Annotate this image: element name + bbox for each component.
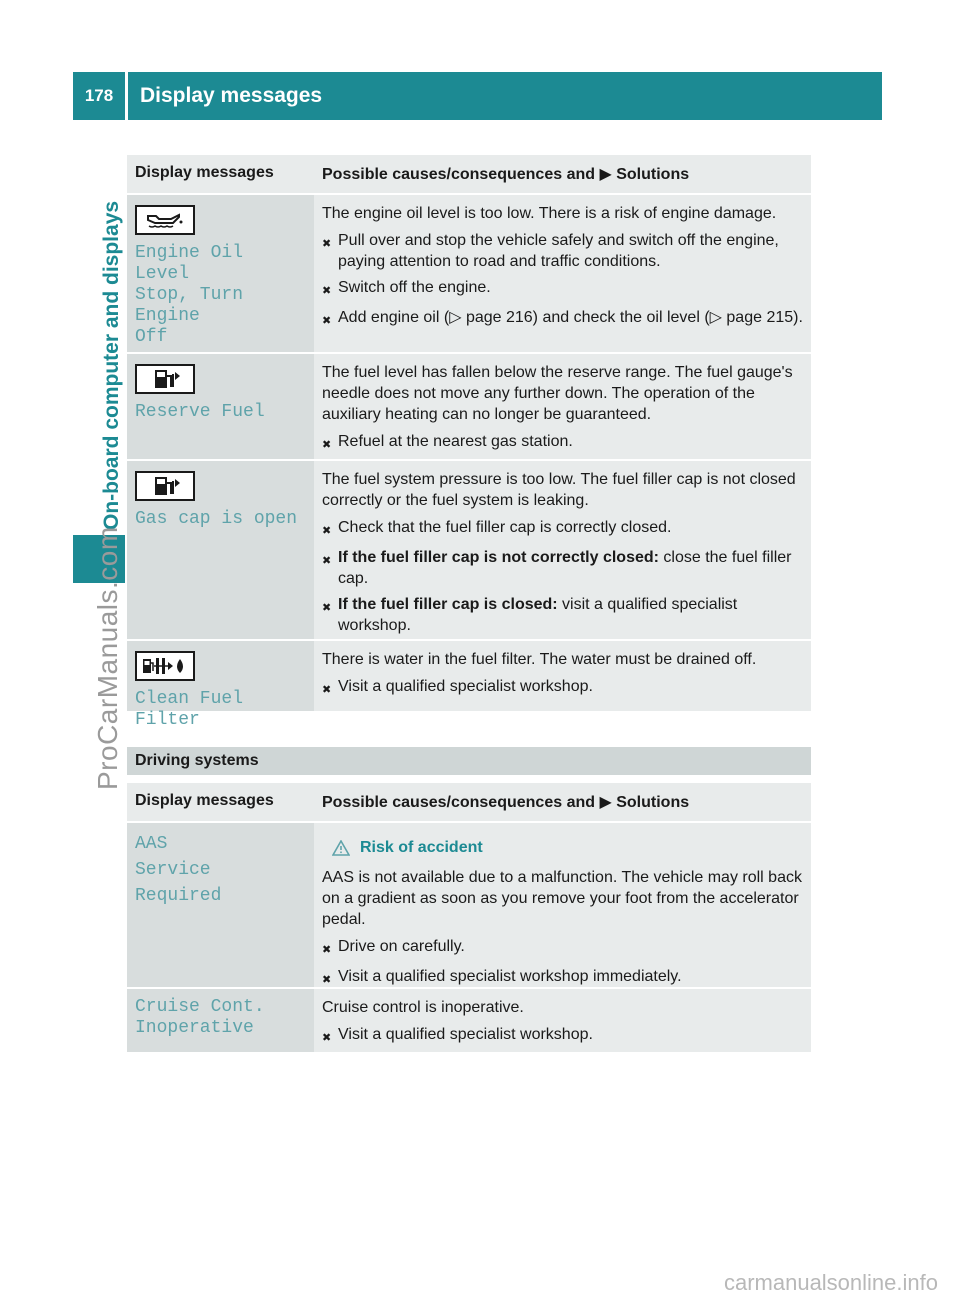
description: The fuel system pressure is too low. The fuel filler cap is not closed correctly or the fuel system is leaking.: [322, 471, 796, 509]
table-row: [127, 989, 811, 1052]
table-row: [127, 195, 811, 352]
watermark-side: ProCarManuals.com: [92, 526, 123, 790]
message-aas: AAS Service Required: [135, 834, 222, 906]
list-item: ✖ Refuel at the nearest gas station.: [322, 431, 803, 456]
bullet-arrow-icon: ✖: [322, 974, 332, 986]
table-header: [127, 783, 811, 821]
list-item: ✖ If the fuel filler cap is not correctly closed: close the fuel filler cap.: [322, 549, 792, 587]
message-gas-cap: Gas cap is open: [135, 509, 298, 529]
header-display-messages: Display messages: [135, 792, 274, 809]
bullet-arrow-icon: ✖: [322, 1032, 332, 1044]
list-item: ✖ Visit a qualified specialist workshop.: [322, 1024, 803, 1049]
list-item: ✖ Check that the fuel filler cap is correctly closed.: [322, 517, 803, 542]
description: The fuel level has fallen below the reserve range. The fuel gauge's needle does not move any further down. The operation of the auxiliary heating can no longer be guaranteed.: [322, 364, 793, 423]
table-row: [127, 823, 811, 987]
list-item: ✖ Switch off the engine.: [322, 277, 803, 302]
message-engine-oil: Engine Oil Level Stop, Turn Engine Off: [135, 243, 244, 347]
list-item: ✖ Add engine oil (▷ page 216) and check the oil level (▷ page 215).: [322, 307, 803, 332]
bullet-arrow-icon: ✖: [322, 285, 332, 297]
list-item: ✖ If the fuel filler cap is closed: visit a qualified specialist workshop.: [322, 596, 738, 634]
fuel-pump-icon: [135, 471, 195, 501]
fuel-filter-icon: [135, 651, 195, 681]
header-causes: Possible causes/consequences and ▶ Solutions: [322, 166, 690, 183]
fuel-pump-icon: [135, 364, 195, 394]
table-row: [127, 354, 811, 459]
description: AAS is not available due to a malfunction. The vehicle may roll back on a gradient as soon as you remove your foot from the accelerator pedal.: [322, 869, 802, 928]
bullet-arrow-icon: ✖: [322, 439, 332, 451]
list-item: ✖ Pull over and stop the vehicle safely and switch off the engine, paying attention to road and traffic conditions.: [322, 232, 779, 270]
table-row: [127, 461, 811, 639]
table-row: [127, 641, 811, 730]
table-header: [127, 155, 811, 193]
description: Cruise control is inoperative.: [322, 999, 524, 1016]
warning-triangle-icon: [332, 840, 350, 856]
bullet-arrow-icon: ✖: [322, 315, 332, 327]
header-causes: Possible causes/consequences and ▶ Solutions: [322, 794, 690, 811]
bullet-arrow-icon: ✖: [322, 525, 332, 537]
list-item: ✖ Visit a qualified specialist workshop.: [322, 676, 803, 701]
side-tab-label: On-board computer and displays: [100, 200, 123, 530]
description: There is water in the fuel filter. The water must be drained off.: [322, 651, 757, 668]
bullet-arrow-icon: ✖: [322, 944, 332, 956]
page-number: 178: [73, 72, 125, 120]
warning: Risk of accident: [332, 839, 803, 857]
message-cruise-control: Cruise Cont. Inoperative: [135, 997, 265, 1038]
oil-can-icon: [135, 205, 195, 235]
description: The engine oil level is too low. There is a risk of engine damage.: [322, 205, 777, 222]
message-reserve-fuel: Reserve Fuel: [135, 402, 265, 422]
page-title: Display messages: [128, 72, 882, 120]
message-clean-fuel-filter: Clean Fuel Filter: [135, 689, 244, 730]
solutions-arrow-icon: ▶: [599, 794, 612, 811]
bullet-arrow-icon: ✖: [322, 602, 332, 614]
list-item: ✖ Visit a qualified specialist workshop immediately.: [322, 966, 803, 991]
display-messages-table: [127, 155, 811, 730]
list-item: ✖ Drive on carefully.: [322, 936, 803, 961]
bullet-arrow-icon: ✖: [322, 684, 332, 696]
solutions-arrow-icon: ▶: [599, 166, 612, 183]
driving-systems-table: [127, 783, 811, 1052]
bullet-arrow-icon: ✖: [322, 238, 332, 250]
header-display-messages: Display messages: [135, 164, 274, 181]
watermark-bottom: carmanualsonline.info: [723, 1270, 938, 1295]
section-title: Driving systems: [127, 747, 811, 775]
bullet-arrow-icon: ✖: [322, 555, 332, 567]
